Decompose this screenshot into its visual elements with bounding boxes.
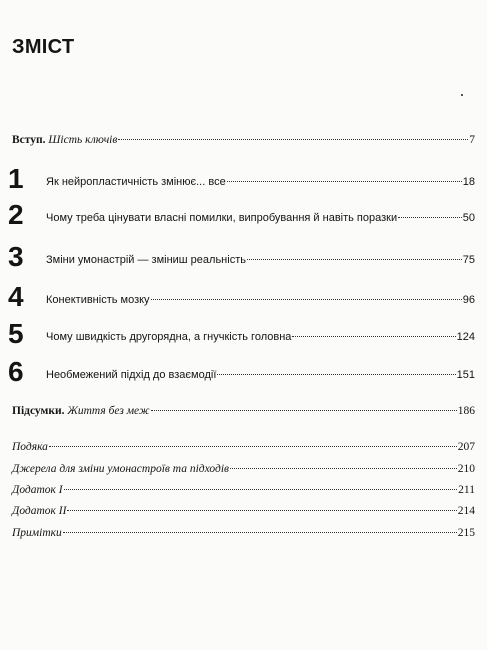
entry-title: Примітки — [12, 527, 62, 539]
dot-leader — [292, 336, 455, 337]
dot-leader — [217, 374, 455, 375]
chapter-line — [46, 330, 475, 344]
summary-subtitle: Життя без меж — [67, 405, 150, 417]
dot-leader — [151, 299, 462, 300]
toc-entry-resources[interactable] — [12, 462, 475, 476]
page-number: 124 — [456, 331, 475, 343]
dot-leader — [247, 259, 462, 260]
page-number: 207 — [457, 441, 475, 453]
print-mark — [461, 94, 463, 96]
dot-leader — [227, 181, 462, 182]
chapter-number: 2 — [8, 199, 24, 230]
chapter-number: 6 — [8, 356, 24, 387]
chapter-line — [46, 368, 475, 382]
toc-entry-acknowledgements[interactable] — [12, 440, 475, 454]
page-number: 18 — [462, 176, 475, 188]
page-number: 186 — [457, 405, 475, 417]
chapter-title: Як нейропластичність змінює... все — [46, 176, 226, 188]
entry-title: Додаток I — [12, 484, 63, 496]
dot-leader — [118, 139, 468, 140]
chapter-number: 5 — [8, 318, 24, 349]
page-number: 210 — [457, 463, 475, 475]
chapter-title: Зміни умонастрій — зміниш реальність — [46, 254, 246, 266]
intro-subtitle: Шість ключів — [48, 134, 118, 146]
dot-leader — [230, 468, 457, 469]
page-number: 7 — [469, 134, 475, 146]
toc-entry-appendix-1[interactable] — [12, 483, 475, 497]
chapter-title: Чому треба цінувати власні помилки, випробування й навіть поразки — [46, 212, 398, 224]
dot-leader — [151, 410, 457, 411]
page-number: 214 — [457, 505, 475, 517]
chapter-line — [46, 293, 475, 307]
page-number: 151 — [456, 369, 475, 381]
page-number: 96 — [462, 294, 475, 306]
chapter-line — [46, 175, 475, 189]
chapter-title: Необмежений підхід до взаємодії — [46, 369, 217, 381]
dot-leader — [64, 489, 458, 490]
dot-leader — [63, 532, 457, 533]
chapter-title: Конективність мозку — [46, 294, 150, 306]
chapter-line — [46, 253, 475, 267]
page-number: 50 — [462, 212, 475, 224]
dot-leader — [398, 217, 462, 218]
toc-entry-summary[interactable] — [12, 404, 475, 418]
entry-title: Джерела для зміни умонастроїв та підходів — [12, 463, 230, 475]
entry-title: Додаток II — [12, 505, 67, 517]
entry-title: Подяка — [12, 441, 48, 453]
chapter-title: Чому швидкість другорядна, а гнучкість головна — [46, 331, 292, 343]
intro-label: Вступ. — [12, 134, 46, 146]
toc-entry-notes[interactable] — [12, 526, 475, 540]
page-title: ЗМІСТ — [12, 36, 75, 58]
chapter-line — [46, 211, 475, 225]
page-number: 215 — [457, 527, 475, 539]
dot-leader — [49, 446, 457, 447]
toc-entry-intro[interactable] — [12, 133, 475, 147]
toc-entry-appendix-2[interactable] — [12, 504, 475, 518]
page-number: 211 — [458, 484, 475, 496]
page-number: 75 — [462, 254, 475, 266]
chapter-number: 1 — [8, 163, 24, 194]
chapter-number: 4 — [8, 281, 24, 312]
chapter-number: 3 — [8, 241, 24, 272]
summary-label: Підсумки. — [12, 405, 65, 417]
dot-leader — [67, 510, 456, 511]
